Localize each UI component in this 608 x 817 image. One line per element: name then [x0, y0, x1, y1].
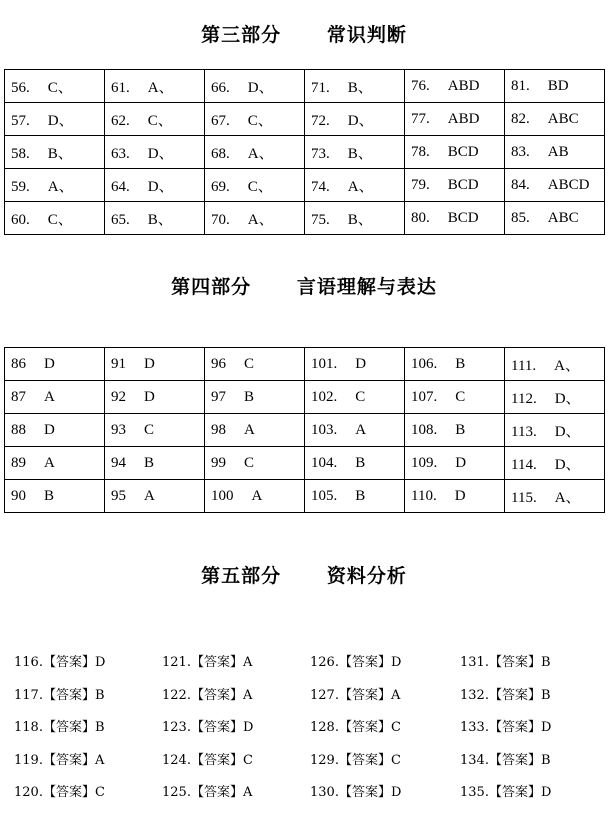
question-number: 99	[211, 454, 226, 471]
answer-value: A、	[47, 178, 74, 195]
answer-entry: 125.【答案】A	[162, 785, 253, 800]
answer-value: B、	[347, 145, 373, 162]
answer-value: D	[454, 487, 466, 504]
answer-cell	[305, 348, 405, 381]
answer-value: D、	[554, 423, 581, 440]
answer-value: B	[455, 355, 466, 372]
answer-entry: 124.【答案】C	[162, 752, 253, 768]
answer-value: A、	[147, 79, 174, 96]
answer-row	[5, 381, 605, 414]
answer-cell	[305, 202, 405, 235]
answer-cell	[405, 381, 505, 414]
answer-value: BD	[547, 77, 569, 94]
answer-value: C、	[147, 112, 173, 129]
answer-value: B	[44, 487, 55, 504]
answer-cell	[5, 202, 105, 235]
answer-cell	[305, 414, 405, 447]
answer-cell	[205, 381, 305, 414]
question-number: 59.	[11, 178, 30, 195]
answer-cell	[405, 136, 505, 169]
section-5-answer-list	[14, 643, 604, 806]
question-number: 69.	[211, 178, 230, 195]
question-number: 65.	[111, 211, 130, 228]
answer-entry: 135.【答案】D	[460, 785, 552, 800]
answer-entry: 122.【答案】A	[162, 687, 253, 703]
answer-value: A、	[247, 211, 274, 228]
answer-cell	[5, 480, 105, 513]
question-number: 96	[211, 355, 226, 372]
question-number: 81.	[511, 77, 530, 94]
answer-cell	[105, 414, 205, 447]
answer-entry: 118.【答案】B	[14, 720, 105, 735]
answer-row	[5, 169, 605, 202]
answer-value: A、	[554, 357, 580, 374]
question-number: 62.	[111, 112, 130, 129]
question-number: 100	[211, 487, 234, 504]
answer-entry: 116.【答案】D	[14, 655, 106, 670]
answer-entry: 132.【答案】B	[460, 687, 551, 703]
answer-cell	[505, 447, 605, 480]
answer-value: B、	[147, 211, 173, 228]
answer-value: C	[455, 388, 466, 405]
question-number: 106.	[411, 355, 438, 372]
question-number: 82.	[511, 110, 530, 127]
answer-cell	[505, 202, 605, 235]
answer-value: D、	[554, 390, 581, 407]
answer-cell	[205, 480, 305, 513]
question-number: 87	[11, 388, 26, 405]
answer-entry: 126.【答案】D	[310, 655, 402, 670]
question-number: 103.	[311, 421, 338, 438]
answer-row	[5, 447, 605, 480]
answer-entry: 131.【答案】B	[460, 655, 551, 670]
answer-entry: 127.【答案】A	[310, 687, 401, 703]
answer-cell	[305, 447, 405, 480]
answer-value: B	[244, 388, 255, 405]
answer-value: B	[355, 487, 366, 504]
question-number: 113.	[511, 423, 537, 440]
answer-value: D	[44, 355, 55, 372]
answer-cell	[105, 136, 205, 169]
answer-cell	[105, 381, 205, 414]
answer-entry: 134.【答案】B	[460, 752, 551, 768]
answer-cell	[405, 480, 505, 513]
answer-value: AB	[547, 143, 569, 160]
question-number: 102.	[311, 388, 338, 405]
section-5-title: 第五部分 资料分析	[201, 565, 407, 587]
answer-value: C、	[247, 112, 273, 129]
question-number: 70.	[211, 211, 230, 228]
answer-cell	[405, 70, 505, 103]
answer-cell	[505, 381, 605, 414]
question-number: 78.	[411, 143, 430, 160]
answer-entry: 130.【答案】D	[310, 785, 402, 800]
answer-value: D	[455, 454, 467, 471]
answer-value: A、	[347, 178, 374, 195]
answer-value: B	[355, 454, 366, 471]
answer-entry: 117.【答案】B	[14, 687, 105, 703]
question-number: 111.	[511, 357, 537, 374]
answer-cell	[105, 70, 205, 103]
answer-cell	[205, 70, 305, 103]
answer-value: A	[44, 388, 55, 405]
answer-value: B	[455, 421, 466, 438]
question-number: 64.	[111, 178, 130, 195]
question-number: 72.	[311, 112, 330, 129]
answer-entry: 133.【答案】D	[460, 720, 552, 735]
section-4-answer-table	[4, 347, 605, 513]
answer-entry: 128.【答案】C	[310, 720, 401, 735]
question-number: 58.	[11, 145, 30, 162]
question-number: 57.	[11, 112, 30, 129]
question-number: 68.	[211, 145, 230, 162]
section-3-title: 第三部分 常识判断	[201, 24, 407, 46]
answer-value: D、	[554, 456, 581, 473]
question-number: 110.	[411, 487, 437, 504]
answer-cell	[305, 70, 405, 103]
answer-value: B、	[347, 79, 373, 96]
answer-value: C	[144, 421, 155, 438]
answer-value: ABC	[547, 110, 579, 127]
answer-value: C、	[47, 211, 73, 228]
question-number: 66.	[211, 79, 230, 96]
answer-value: D、	[247, 79, 274, 96]
answer-cell	[305, 169, 405, 202]
answer-cell	[305, 480, 405, 513]
answer-value: C、	[247, 178, 273, 195]
answer-value: A	[355, 421, 367, 438]
question-number: 112.	[511, 390, 537, 407]
answer-value: ABD	[447, 110, 480, 127]
answer-value: D、	[147, 145, 174, 162]
answer-row	[5, 348, 605, 381]
answer-row	[14, 643, 604, 676]
question-number: 90	[11, 487, 26, 504]
question-number: 56.	[11, 79, 30, 96]
answer-cell	[105, 202, 205, 235]
answer-value: D、	[147, 178, 174, 195]
answer-value: ABC	[547, 209, 579, 226]
question-number: 104.	[311, 454, 338, 471]
question-number: 105.	[311, 487, 338, 504]
answer-entry: 123.【答案】D	[162, 720, 254, 735]
answer-cell	[205, 169, 305, 202]
answer-row	[5, 103, 605, 136]
answer-cell	[5, 381, 105, 414]
answer-value: A	[251, 487, 263, 504]
answer-cell	[5, 348, 105, 381]
answer-value: BCD	[447, 143, 479, 160]
answer-cell	[505, 103, 605, 136]
question-number: 93	[111, 421, 126, 438]
answer-row	[5, 136, 605, 169]
question-number: 77.	[411, 110, 430, 127]
answer-cell	[105, 447, 205, 480]
question-number: 114.	[511, 456, 537, 473]
question-number: 109.	[411, 454, 438, 471]
question-number: 86	[11, 355, 26, 372]
answer-cell	[5, 414, 105, 447]
question-number: 107.	[411, 388, 438, 405]
answer-cell	[405, 447, 505, 480]
answer-cell	[405, 169, 505, 202]
answer-cell	[505, 70, 605, 103]
answer-cell	[205, 348, 305, 381]
answer-row	[5, 202, 605, 235]
answer-cell	[505, 414, 605, 447]
answer-cell	[505, 480, 605, 513]
answer-cell	[405, 103, 505, 136]
answer-cell	[305, 136, 405, 169]
answer-cell	[5, 70, 105, 103]
answer-entry: 120.【答案】C	[14, 785, 105, 800]
question-number: 95	[111, 487, 126, 504]
answer-value: C	[244, 355, 255, 372]
question-number: 76.	[411, 77, 430, 94]
question-number: 67.	[211, 112, 230, 129]
answer-value: D	[355, 355, 367, 372]
answer-value: BCD	[447, 176, 479, 193]
answer-cell	[5, 103, 105, 136]
answer-value: B、	[47, 145, 73, 162]
answer-value: D、	[347, 112, 374, 129]
answer-cell	[405, 414, 505, 447]
answer-value: A	[144, 487, 155, 504]
question-number: 75.	[311, 211, 330, 228]
answer-cell	[105, 480, 205, 513]
answer-cell	[405, 348, 505, 381]
answer-value: D	[144, 388, 155, 405]
answer-row	[5, 414, 605, 447]
answer-cell	[205, 136, 305, 169]
answer-value: D、	[47, 112, 74, 129]
answer-entry: 129.【答案】C	[310, 752, 401, 768]
answer-value: C、	[47, 79, 73, 96]
answer-entry: 121.【答案】A	[162, 655, 253, 670]
answer-cell	[5, 136, 105, 169]
question-number: 60.	[11, 211, 30, 228]
section-3-answer-table	[4, 69, 605, 235]
question-number: 91	[111, 355, 126, 372]
question-number: 80.	[411, 209, 430, 226]
question-number: 83.	[511, 143, 530, 160]
answer-cell	[505, 136, 605, 169]
question-number: 108.	[411, 421, 438, 438]
answer-value: C	[355, 388, 366, 405]
question-number: 94	[111, 454, 126, 471]
answer-value: BCD	[447, 209, 479, 226]
answer-row	[5, 70, 605, 103]
answer-cell	[505, 348, 605, 381]
question-number: 71.	[311, 79, 330, 96]
question-number: 88	[11, 421, 26, 438]
answer-value: ABD	[447, 77, 480, 94]
answer-cell	[205, 447, 305, 480]
section-4-title: 第四部分 言语理解与表达	[171, 276, 437, 298]
answer-cell	[105, 169, 205, 202]
answer-cell	[405, 202, 505, 235]
answer-value: A	[244, 421, 255, 438]
question-number: 61.	[111, 79, 130, 96]
answer-value: ABCD	[547, 176, 590, 193]
answer-cell	[305, 103, 405, 136]
question-number: 98	[211, 421, 226, 438]
answer-value: D	[44, 421, 55, 438]
question-number: 74.	[311, 178, 330, 195]
answer-value: C	[244, 454, 255, 471]
answer-row	[14, 676, 604, 709]
question-number: 63.	[111, 145, 130, 162]
answer-cell	[105, 348, 205, 381]
answer-row	[5, 480, 605, 513]
question-number: 92	[111, 388, 126, 405]
answer-value: A、	[247, 145, 274, 162]
question-number: 79.	[411, 176, 430, 193]
answer-row	[14, 741, 604, 774]
answer-cell	[105, 103, 205, 136]
answer-row	[14, 708, 604, 741]
answer-cell	[205, 414, 305, 447]
question-number: 85.	[511, 209, 530, 226]
answer-cell	[205, 103, 305, 136]
answer-value: B、	[347, 211, 373, 228]
answer-cell	[5, 169, 105, 202]
answer-cell	[305, 381, 405, 414]
answer-value: A、	[554, 489, 581, 506]
question-number: 84.	[511, 176, 530, 193]
answer-entry: 119.【答案】A	[14, 752, 105, 768]
question-number: 115.	[511, 489, 537, 506]
question-number: 89	[11, 454, 26, 471]
answer-value: B	[144, 454, 155, 471]
question-number: 73.	[311, 145, 330, 162]
answer-row	[14, 773, 604, 806]
answer-cell	[205, 202, 305, 235]
question-number: 97	[211, 388, 226, 405]
question-number: 101.	[311, 355, 338, 372]
answer-cell	[5, 447, 105, 480]
answer-cell	[505, 169, 605, 202]
answer-value: D	[144, 355, 155, 372]
answer-value: A	[44, 454, 55, 471]
